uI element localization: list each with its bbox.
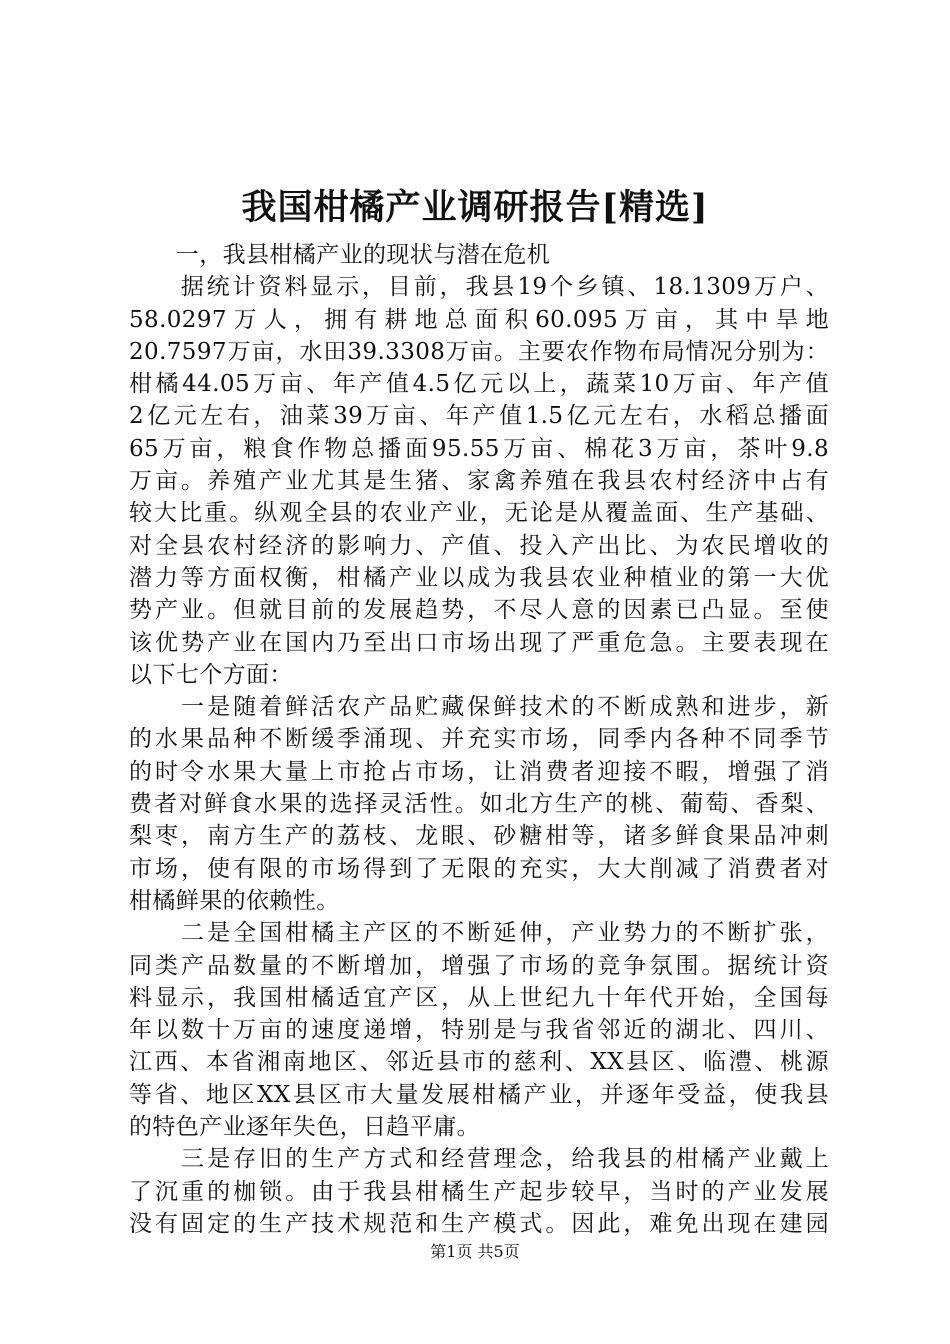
body-line: 潜力等方面权衡，柑橘产业以成为我县农业种植业的第一大优 xyxy=(129,564,829,591)
document-title: 我国柑橘产业调研报告[精选] xyxy=(241,187,709,228)
body-line: 对全县农村经济的影响力、产值、投入产出比、为农民增收的 xyxy=(129,532,829,559)
body-line: 据统计资料显示，目前，我县19个乡镇、18.1309万户、 xyxy=(129,274,829,301)
body-line: 二是全国柑橘主产区的不断延伸，产业势力的不断扩张， xyxy=(129,920,829,947)
body-line: 的水果品种不断缓季涌现、并充实市场，同季内各种不同季节 xyxy=(129,726,829,753)
body-line: 65万亩，粮食作物总播面95.55万亩、棉花3万亩，茶叶9.8 xyxy=(129,435,829,462)
body-line: 的时令水果大量上市抢占市场，让消费者迎接不暇，增强了消 xyxy=(129,758,829,785)
body-line: 以下七个方面： xyxy=(129,661,293,688)
body-line: 市场，使有限的市场得到了无限的充实，大大削减了消费者对 xyxy=(129,855,829,882)
body-line: 58.0297万人，拥有耕地总面积60.095万亩，其中旱地 xyxy=(129,306,829,333)
body-line: 万亩。养殖产业尤其是生猪、家禽养殖在我县农村经济中占有 xyxy=(129,468,829,495)
body-line: 柑橘44.05万亩、年产值4.5亿元以上，蔬菜10万亩、年产值 xyxy=(129,371,829,398)
body-line: 年以数十万亩的速度递增，特别是与我省邻近的湖北、四川、 xyxy=(129,1017,829,1044)
body-line: 柑橘鲜果的依赖性。 xyxy=(129,887,340,914)
body-line: 费者对鲜食水果的选择灵活性。如北方生产的桃、葡萄、香梨、 xyxy=(129,791,829,818)
body-line: 江西、本省湘南地区、邻近县市的慈利、XX县区、临澧、桃源 xyxy=(129,1049,829,1076)
body-line: 2亿元左右，油菜39万亩、年产值1.5亿元左右，水稻总播面 xyxy=(129,403,829,430)
body-line: 料显示，我国柑橘适宜产区，从上世纪九十年代开始，全国每 xyxy=(129,984,829,1011)
page-footer: 第1页 共5页 xyxy=(430,1242,520,1261)
body-line: 该优势产业在国内乃至出口市场出现了严重危急。主要表现在 xyxy=(129,629,829,656)
body-line: 梨枣，南方生产的荔枝、龙眼、砂糖柑等，诸多鲜食果品冲刺 xyxy=(129,823,829,850)
body-line: 势产业。但就目前的发展趋势，不尽人意的因素已凸显。至使 xyxy=(129,597,829,624)
body-line: 没有固定的生产技术规范和生产模式。因此，难免出现在建园 xyxy=(129,1210,829,1237)
body-line: 20.7597万亩，水田39.3308万亩。主要农作物布局情况分别为： xyxy=(129,338,829,365)
body-line: 等省、地区XX县区市大量发展柑橘产业，并逐年受益，使我县 xyxy=(129,1081,829,1108)
body-line: 一是随着鲜活农产品贮藏保鲜技术的不断成熟和进步，新 xyxy=(129,694,829,721)
body-line: 一，我县柑橘产业的现状与潜在危机 xyxy=(129,242,551,268)
body-line: 三是存旧的生产方式和经营理念，给我县的柑橘产业戴上 xyxy=(129,1146,829,1173)
body-line: 了沉重的枷锁。由于我县柑橘生产起步较早，当时的产业发展 xyxy=(129,1178,829,1205)
document-body xyxy=(129,239,829,1240)
body-line: 较大比重。纵观全县的农业产业，无论是从覆盖面、生产基础、 xyxy=(129,500,829,527)
body-line: 的特色产业逐年失色，日趋平庸。 xyxy=(129,1114,480,1141)
body-line: 同类产品数量的不断增加，增强了市场的竞争氛围。据统计资 xyxy=(129,952,829,979)
